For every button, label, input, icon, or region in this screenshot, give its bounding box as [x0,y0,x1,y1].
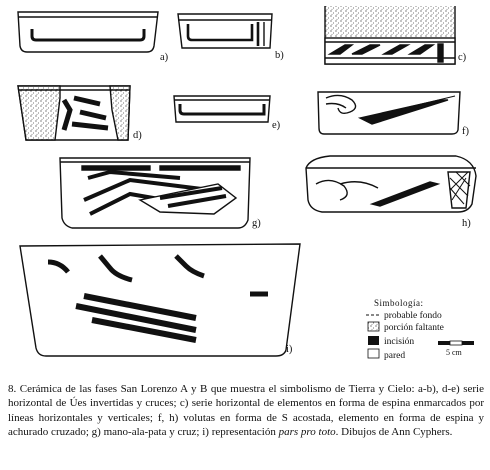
label-e: e) [272,120,281,131]
black-swatch-icon [368,336,379,345]
vessel-h [306,156,476,212]
legend [366,298,474,361]
vessel-a [18,12,158,52]
scale-bar [438,341,474,357]
legend-label-incision: incisión [384,337,415,347]
vessel-c [325,6,455,64]
label-d: d) [133,130,142,141]
vessel-g [60,158,250,228]
caption-main: 8. Cerámica de las fases San Lorenzo A y B que muestra el simbolismo de Tierra y Cielo: a-b), d-e) serie horizontal de Úes invertidas y cruces; c) serie horizontal de elementos en forma de espina enmarcados por líneas horizontales y verticales; f, h) volutas en forma de S acostada, elemento en forma de espina y achurado cruzado; g) mano-ala-pata y cruz; i) representación [8,383,484,438]
vessel-f [318,92,460,134]
vessel-e [174,96,270,122]
scale-label: 5 cm [446,348,462,357]
legend-label-fondo: probable fondo [384,311,442,321]
white-swatch-icon [368,349,379,358]
label-i: i) [286,344,293,355]
caption-end: . Dibujos de Ann Cyphers. [335,425,453,438]
legend-label-faltante: porción faltante [384,323,444,333]
figure-caption [8,382,484,439]
vessel-b [178,14,272,48]
legend-title: Simbología: [374,298,424,308]
label-f: f) [462,126,469,137]
label-b: b) [275,50,284,61]
stipple-swatch-icon [368,322,379,331]
caption-italic: pars pro toto [278,425,336,438]
label-h: h) [462,218,471,229]
label-g: g) [252,218,261,229]
vessel-i [20,244,300,356]
legend-label-pared: pared [384,351,406,361]
label-c: c) [458,52,467,63]
vessel-d [18,86,130,140]
label-a: a) [160,52,169,63]
